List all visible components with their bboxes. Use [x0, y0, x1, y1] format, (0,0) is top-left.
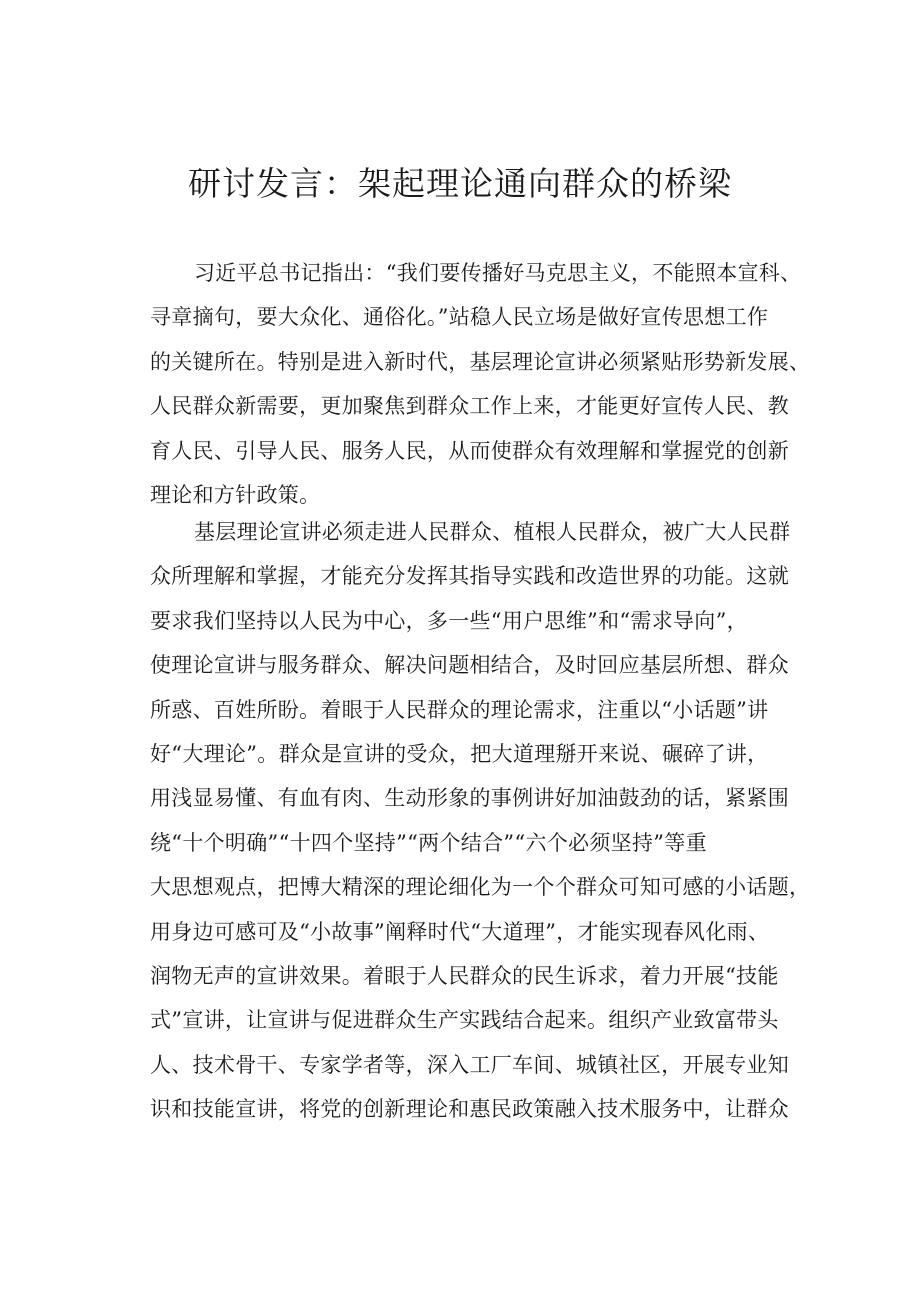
paragraph-1 — [150, 251, 810, 517]
paragraph-line: 众所理解和掌握，才能充分发挥其指导实践和改造世界的功能。这就 — [150, 564, 789, 589]
paragraph-line: 要求我们坚持以人民为中心，多一些“用户思维”和“需求导向”， — [150, 608, 748, 633]
paragraph-line: 润物无声的宣讲效果。着眼于人民群众的民生诉求，着力开展“技能 — [150, 963, 779, 988]
paragraph-line: 绕“十个明确”“十四个坚持”“两个结合”“六个必须坚持”等重 — [150, 830, 707, 855]
paragraph-line: 习近平总书记指出：“我们要传播好马克思主义，不能照本宣科、 — [194, 261, 802, 285]
paragraph-2 — [150, 510, 810, 1131]
paragraph-line: 所惑、百姓所盼。着眼于人民群众的理论需求，注重以“小话题”讲 — [150, 697, 769, 722]
paragraph-line: 的关键所在。特别是进入新时代，基层理论宣讲必须紧贴形势新发展、 — [150, 349, 811, 374]
paragraph-line: 使理论宣讲与服务群众、解决问题相结合，及时回应基层所想、群众 — [150, 653, 789, 678]
paragraph-line: 人、技术骨干、专家学者等，深入工厂车间、城镇社区，开展专业知 — [150, 1052, 789, 1077]
paragraph-line: 用身边可感可及“小故事”阐释时代“大道理”，才能实现春风化雨、 — [150, 919, 770, 944]
paragraph-line: 好“大理论”。群众是宣讲的受众，把大道理掰开来说、碾碎了讲， — [150, 741, 769, 766]
paragraph-line: 寻章摘句，要大众化、通俗化。”站稳人民立场是做好宣传思想工作 — [150, 305, 769, 330]
paragraph-line: 大思想观点，把博大精深的理论细化为一个个群众可知可感的小话题， — [150, 875, 811, 900]
paragraph-line: 育人民、引导人民、服务人民，从而使群众有效理解和掌握党的创新 — [150, 438, 789, 463]
page-title: 研讨发言：架起理论通向群众的桥梁 — [188, 164, 732, 203]
paragraph-line: 人民群众新需要，更加聚焦到群众工作上来，才能更好宣传人民、教 — [150, 394, 789, 419]
paragraph-line: 理论和方针政策。 — [150, 482, 321, 507]
paragraph-line: 基层理论宣讲必须走进人民群众、植根人民群众，被广大人民群 — [194, 520, 791, 544]
paragraph-line: 用浅显易懂、有血有肉、生动形象的事例讲好加油鼓劲的话，紧紧围 — [150, 786, 789, 811]
paragraph-line: 识和技能宣讲，将党的创新理论和惠民政策融入技术服务中，让群众 — [150, 1097, 789, 1122]
paragraph-line: 式”宣讲，让宣讲与促进群众生产实践结合起来。组织产业致富带头 — [150, 1008, 779, 1033]
